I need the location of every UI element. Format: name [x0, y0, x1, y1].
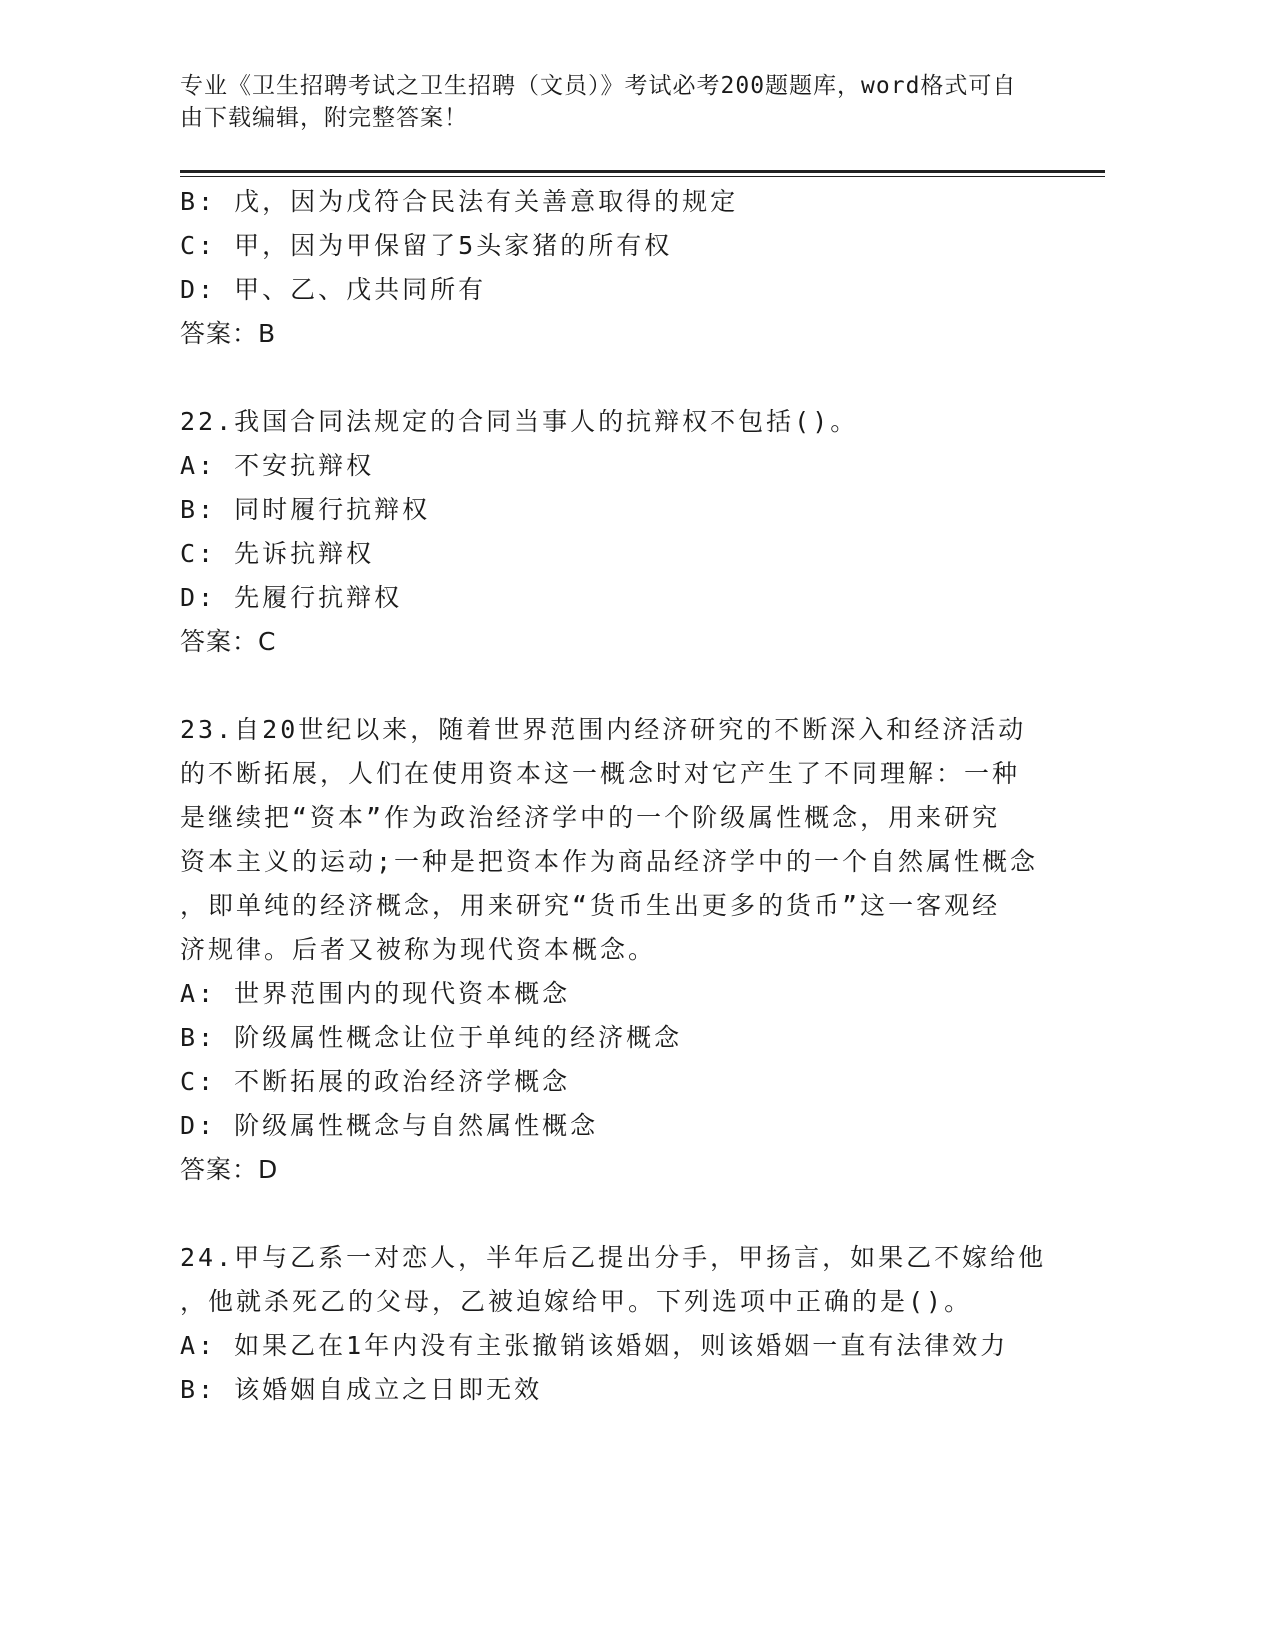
q23-stem-line: 的不断拓展，人们在使用资本这一概念时对它产生了不同理解：一种: [180, 759, 1021, 788]
question-24: [180, 1236, 1047, 1412]
q21-option-c: C: 甲，因为甲保留了5头家猪的所有权: [180, 231, 673, 260]
q23-stem: [180, 708, 1040, 972]
header-title-line-2: 由下载编辑，附完整答案！: [180, 105, 468, 131]
question-23: [180, 708, 1040, 1192]
header-title-line-1: 专业《卫生招聘考试之卫生招聘（文员）》考试必考200题题库，word格式可自: [180, 73, 1017, 99]
spacer: [180, 664, 1040, 708]
spacer: [180, 1192, 1040, 1236]
q21-option-d: D: 甲、乙、戊共同所有: [180, 275, 487, 304]
q22-option-c: C: 先诉抗辩权: [180, 539, 375, 568]
q21-answer: 答案：B: [180, 319, 277, 348]
header-divider-thin: [180, 176, 1105, 177]
q23-stem-line: 23.自20世纪以来，随着世界范围内经济研究的不断深入和经济活动: [180, 715, 1027, 744]
q23-answer: 答案：D: [180, 1155, 279, 1184]
q24-stem: [180, 1236, 1047, 1324]
q23-option-a: A: 世界范围内的现代资本概念: [180, 979, 571, 1008]
q23-stem-line: ，即单纯的经济概念，用来研究“货币生出更多的货币”这一客观经: [180, 891, 1001, 920]
question-21: [180, 180, 1040, 356]
q22-option-d: D: 先履行抗辩权: [180, 583, 403, 612]
q22-option-a: A: 不安抗辩权: [180, 451, 375, 480]
header-divider-thick: [180, 170, 1105, 173]
q23-option-c: C: 不断拓展的政治经济学概念: [180, 1067, 571, 1096]
q23-stem-line: 济规律。后者又被称为现代资本概念。: [180, 935, 657, 964]
q24-stem-line: 24.甲与乙系一对恋人，半年后乙提出分手，甲扬言，如果乙不嫁给他: [180, 1243, 1047, 1272]
question-list: [180, 180, 1047, 1412]
q22-stem: 22.我国合同法规定的合同当事人的抗辩权不包括()。: [180, 407, 859, 436]
q22-answer: 答案：C: [180, 627, 277, 656]
q23-stem-line: 资本主义的运动;一种是把资本作为商品经济学中的一个自然属性概念: [180, 847, 1039, 876]
q23-stem-line: 是继续把“资本”作为政治经济学中的一个阶级属性概念，用来研究: [180, 803, 1001, 832]
q24-option-a: A: 如果乙在1年内没有主张撤销该婚姻，则该婚姻一直有法律效力: [180, 1331, 1009, 1360]
document-header: [180, 70, 1040, 134]
question-22: [180, 400, 1040, 664]
q23-option-d: D: 阶级属性概念与自然属性概念: [180, 1111, 599, 1140]
q24-option-b: B: 该婚姻自成立之日即无效: [180, 1375, 543, 1404]
q22-option-b: B: 同时履行抗辩权: [180, 495, 431, 524]
spacer: [180, 356, 1040, 400]
q21-option-b: B: 戊，因为戊符合民法有关善意取得的规定: [180, 187, 739, 216]
q24-stem-line: ，他就杀死乙的父母，乙被迫嫁给甲。下列选项中正确的是()。: [180, 1287, 973, 1316]
q23-option-b: B: 阶级属性概念让位于单纯的经济概念: [180, 1023, 683, 1052]
